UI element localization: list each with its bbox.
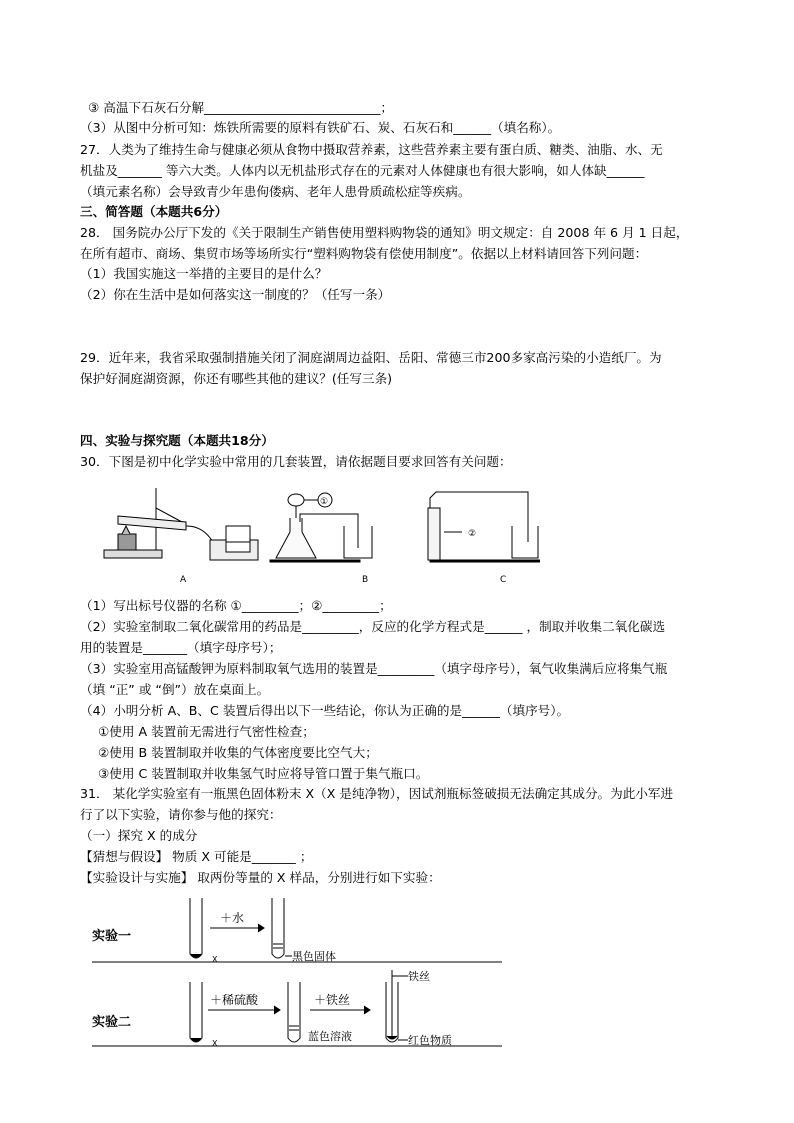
q30-option-2: ②使用 B 装置制取并收集的气体密度要比空气大； xyxy=(98,745,378,760)
apparatus-c xyxy=(428,492,540,585)
q31-experiment-design: 【实验设计与实施】 取两份等量的 X 样品，分别进行如下实验： xyxy=(80,870,441,885)
q28-line-1: 28． 国务院办公厅下发的《关于限制生产销售使用塑料购物袋的通知》明文规定：自 2008 年 6 月 1 日起， xyxy=(80,225,689,240)
q28-sub-2: （2）你在生活中是如何落实这一制度的？（任写一条） xyxy=(80,287,391,302)
exp2-label: 实验二 xyxy=(92,1015,132,1030)
q30-sub-3-line-1: （3）实验室用高锰酸钾为原料制取氧气选用的装置是_________（填字母序号），氧气收集满后应将集气瓶 xyxy=(80,661,668,676)
label-c: C xyxy=(500,575,507,585)
red-substance-label: 红色物质 xyxy=(408,1034,452,1047)
add-acid-label: ＋稀硫酸 xyxy=(210,993,259,1007)
exp1-label: 实验一 xyxy=(92,929,132,944)
exp1-x: X xyxy=(212,955,218,964)
experiment-figure xyxy=(82,890,522,1050)
q27-line-3: （填元素名称）会导致青少年患佝偻病、老年人患骨质疏松症等疾病。 xyxy=(80,184,471,199)
q29-line-1: 29．近年来，我省采取强制措施关闭了洞庭湖周边益阳、岳阳、常德三市200多家高污染的小造纸厂。为 xyxy=(80,350,662,365)
q26-item-3: ③ 高温下石灰石分解____________________________； xyxy=(88,100,393,115)
section-4-heading: 四、实验与探究题（本题共18分） xyxy=(80,433,274,448)
add-wire-label: ＋铁丝 xyxy=(314,993,351,1007)
q26-part-3: （3）从图中分析可知：炼铁所需要的原料有铁矿石、炭、石灰石和______（填名称）。 xyxy=(80,120,561,135)
q30-sub-4: （4）小明分析 A、B、C 装置后得出以下一些结论，你认为正确的是______（填序号）。 xyxy=(80,703,570,718)
q30-option-1: ①使用 A 装置前无需进行气密性检查； xyxy=(98,724,315,739)
section-3-heading: 三、简答题（本题共6分） xyxy=(80,204,228,219)
q30-option-3: ③使用 C 装置制取并收集氢气时应将导管口置于集气瓶口。 xyxy=(98,766,429,781)
apparatus-figure xyxy=(100,482,540,590)
q29-line-2: 保护好洞庭湖资源，你还有哪些其他的建议？(任写三条) xyxy=(80,371,393,386)
add-water-label: ＋水 xyxy=(220,911,245,925)
q28-line-2: 在所有超市、商场、集贸市场等场所实行“塑料购物袋有偿使用制度”。依据以上材料请回答下列问题： xyxy=(80,246,648,261)
q30-sub-2-line-2: 用的装置是_______（填字母序号）； xyxy=(80,640,282,655)
experiment-1 xyxy=(92,898,502,964)
mark-1: ① xyxy=(320,497,329,507)
label-a: A xyxy=(180,575,187,585)
iron-wire-label: 铁丝 xyxy=(408,970,430,983)
apparatus-b xyxy=(270,493,372,585)
exp2-x: X xyxy=(212,1039,218,1048)
mark-2: ② xyxy=(468,529,477,539)
q27-line-2: 机盐及_______ 等六大类。人体内以无机盐形式存在的元素对人体健康也有很大影响，如人体缺______ xyxy=(80,163,645,178)
q27-line-1: 27．人类为了维持生命与健康必须从食物中摄取营养素，这些营养素主要有蛋白质、糖类、油脂、水、无 xyxy=(80,142,663,157)
q31-hypothesis: 【猜想与假设】 物质 X 可能是_______ ； xyxy=(80,849,313,864)
q30-sub-2-line-1: （2）实验室制取二氧化碳常用的药品是_________，反应的化学方程式是______ ，制取并收集二氧化碳选 xyxy=(80,619,666,634)
q30-sub-3-line-2: （填 “正” 或 “倒”）放在桌面上。 xyxy=(80,682,270,697)
q31-line-2: 行了以下实验，请你参与他的探究： xyxy=(80,807,282,822)
blue-solution-label: 蓝色溶液 xyxy=(308,1030,352,1043)
label-b: B xyxy=(362,575,369,585)
q31-part-1: （一）探究 X 的成分 xyxy=(80,828,198,843)
apparatus-a xyxy=(104,488,258,585)
q30-stem: 30．下图是初中化学实验中常用的几套装置，请依据题目要求回答有关问题： xyxy=(80,454,512,469)
black-solid-label: 黑色固体 xyxy=(292,950,336,963)
experiment-2 xyxy=(92,969,502,1048)
q28-sub-1: （1）我国实施这一举措的主要目的是什么？ xyxy=(80,266,328,281)
q30-sub-1: （1）写出标号仪器的名称 ①_________；②_________； xyxy=(80,598,392,613)
q31-line-1: 31． 某化学实验室有一瓶黑色固体粉末 X（X 是纯净物），因试剂瓶标签破损无法确定其成分。为此小军进 xyxy=(80,786,674,801)
